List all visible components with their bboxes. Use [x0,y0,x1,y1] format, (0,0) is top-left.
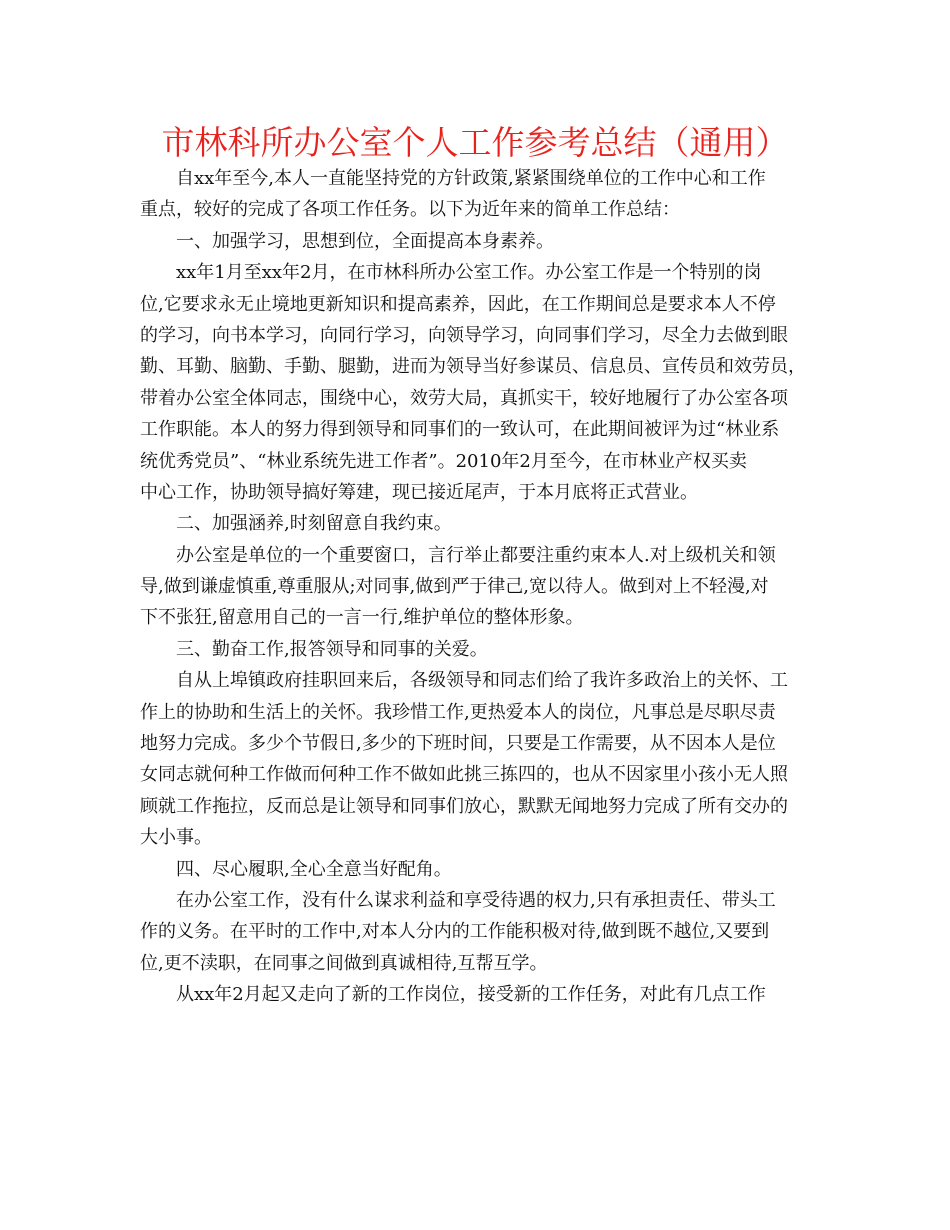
body-text-line: 作的义务。在平时的工作中,对本人分内的工作能积极对待,做到既不越位,又要到 [140,921,770,943]
body-text-line: 导,做到谦虚慎重,尊重服从;对同事,做到严于律己,宽以待人。做到对上不轻漫,对 [140,576,769,598]
body-text-line: 重点，较好的完成了各项工作任务。以下为近年来的简单工作总结： [140,199,680,221]
body-text-line: 的学习，向书本学习，向同行学习，向领导学习，向同事们学习，尽全力去做到眼 [140,324,788,346]
document-title: 市林科所办公室个人工作参考总结（通用） [161,123,789,162]
body-text-line: 地努力完成。多少个节假日,多少的下班时间，只要是工作需要，从不因本人是位 [140,733,776,755]
body-text-line: 自从上埠镇政府挂职回来后，各级领导和同志们给了我许多政治上的关怀、工 [176,670,788,692]
body-text-line: 中心工作，协助领导搞好筹建，现已接近尾声，于本月底将正式营业。 [140,481,698,503]
body-text-line: 顾就工作拖拉，反而总是让领导和同事们放心，默默无闻地努力完成了所有交办的 [140,795,788,817]
body-text-line: 工作职能。本人的努力得到领导和同事们的一致认可，在此期间被评为过“林业系 [140,419,780,441]
body-text-line: 二、加强涵养,时刻留意自我约束。 [176,513,452,535]
body-text-line: xx年1月至xx年2月，在市林科所办公室工作。办公室工作是一个特别的岗 [176,262,762,284]
document-body [140,163,816,1011]
body-text-line: 带着办公室全体同志，围绕中心，效劳大局，真抓实干，较好地履行了办公室各项 [140,387,788,409]
body-text-line: 勤、耳勤、脑勤、手勤、腿勤，进而为领导当好参谋员、信息员、宣传员和效劳员， [140,356,806,378]
body-text-line: 办公室是单位的一个重要窗口，言行举止都要注重约束本人.对上级机关和领 [176,544,776,566]
body-text-line: 下不张狂,留意用自己的一言一行,维护单位的整体形象。 [140,607,584,629]
body-text-line: 四、尽心履职,全心全意当好配角。 [176,858,452,880]
body-text-line: 统优秀党员”、“林业系统先进工作者”。2010年2月至今，在市林业产权买卖 [140,450,747,472]
body-text-line: 三、勤奋工作,报答领导和同事的关爱。 [176,638,488,660]
body-text-line: 大小事。 [140,827,212,849]
body-text-line: 女同志就何种工作做而何种工作不做如此挑三拣四的，也从不因家里小孩小无人照 [140,764,788,786]
body-text-line: 从xx年2月起又走向了新的工作岗位，接受新的工作任务，对此有几点工作 [176,984,766,1006]
body-text-line: 作上的协助和生活上的关怀。我珍惜工作,更热爱本人的岗位，凡事总是尽职尽责 [140,701,776,723]
body-text-line: 一、加强学习，思想到位，全面提高本身素养。 [176,230,554,252]
body-text-line: 位,更不渎职，在同事之间做到真诚相待,互帮互学。 [140,952,548,974]
body-text-line: 在办公室工作，没有什么谋求利益和享受待遇的权力,只有承担责任、带头工 [176,889,776,911]
body-text-line: 位,它要求永无止境地更新知识和提高素养，因此，在工作期间总是要求本人不停 [140,293,776,315]
body-text-line: 自xx年至今,本人一直能坚持党的方针政策,紧紧围绕单位的工作中心和工作 [176,168,766,189]
